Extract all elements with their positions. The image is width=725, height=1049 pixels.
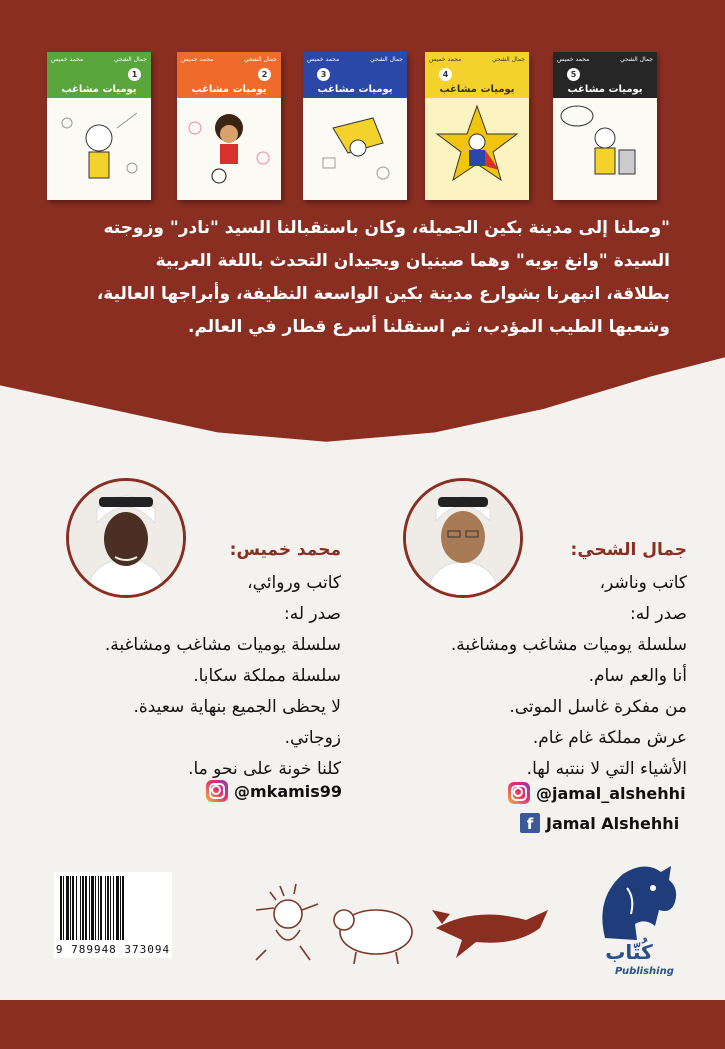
barcode-bar bbox=[66, 876, 69, 940]
book-title: يوميات مشاغب bbox=[61, 84, 137, 95]
bio-line: سلسلة يوميات مشاغب ومشاغبة. bbox=[104, 635, 341, 655]
star-icon bbox=[425, 98, 529, 200]
barcode-bar bbox=[60, 876, 62, 940]
book-author: جمال الشحي bbox=[620, 56, 653, 63]
book-authors bbox=[51, 56, 147, 63]
book-authors bbox=[429, 56, 525, 63]
bio-line: زوجاتي. bbox=[284, 728, 341, 748]
book-author: محمد خميس bbox=[51, 56, 84, 63]
bio-line: كاتب وروائي، bbox=[247, 573, 341, 593]
book-number: 1 bbox=[128, 68, 141, 81]
instagram-handle-jamal[interactable] bbox=[508, 782, 686, 804]
instagram-icon bbox=[508, 782, 530, 804]
isbn-digits: 9 789948 373094 bbox=[55, 943, 171, 956]
facebook-text: Jamal Alshehhi bbox=[546, 813, 680, 833]
bio-line: صدر له: bbox=[284, 604, 341, 624]
bio-line: سلسلة مملكة سكابا. bbox=[193, 666, 341, 686]
bio-line: الأشياء التي لا ننتبه لها. bbox=[526, 759, 687, 779]
instagram-text: @jamal_alshehhi bbox=[536, 783, 686, 803]
book-number: 3 bbox=[317, 68, 330, 81]
book-cover-4 bbox=[425, 52, 529, 200]
author-bio-mohammed bbox=[105, 540, 341, 785]
bio-line: عرش مملكة غام غام. bbox=[532, 728, 687, 748]
book-title: يوميات مشاغب bbox=[191, 84, 267, 95]
book-author: محمد خميس bbox=[307, 56, 340, 63]
book-cover-1 bbox=[47, 52, 151, 200]
book-title: يوميات مشاغب bbox=[567, 84, 643, 95]
book-number: 4 bbox=[439, 68, 452, 81]
isbn-barcode bbox=[54, 872, 172, 958]
speech-bubble-icon bbox=[553, 98, 657, 200]
barcode-icon bbox=[58, 876, 168, 940]
book-illustration bbox=[425, 98, 529, 200]
bottom-maroon-bar bbox=[0, 1000, 725, 1049]
blurb-line: بطلاقة، انبهرنا بشوارع مدينة بكين الواسعة النظيفة، وأبراجها العالية، bbox=[96, 284, 670, 304]
blurb-line: السيدة "وانغ يويه" وهما صينيان ويجيدان التحدث باللغة العربية bbox=[155, 251, 670, 271]
bio-line: لا يحظى الجميع بنهاية سعيدة. bbox=[133, 697, 341, 717]
book-illustration bbox=[47, 98, 151, 200]
cartoon-boy-icon bbox=[303, 98, 407, 200]
bio-line: صدر له: bbox=[630, 604, 687, 624]
barcode-bar bbox=[122, 876, 124, 940]
book-number: 5 bbox=[567, 68, 580, 81]
barcode-bar bbox=[82, 876, 84, 940]
book-series-strip bbox=[0, 52, 725, 212]
bio-line: أنا والعم سام. bbox=[588, 666, 687, 686]
blurb-line: وشعبها الطيب المؤدب، ثم استقلنا أسرع قطار في العالم. bbox=[188, 317, 670, 337]
barcode-bar bbox=[76, 876, 77, 940]
author-bio-jamal bbox=[451, 540, 687, 785]
facebook-icon: f bbox=[520, 813, 540, 833]
book-author: جمال الشحي bbox=[114, 56, 147, 63]
book-cover-2 bbox=[177, 52, 281, 200]
publisher-logo bbox=[575, 858, 695, 978]
bio-line: سلسلة يوميات مشاغب ومشاغبة. bbox=[450, 635, 687, 655]
barcode-bar bbox=[63, 876, 64, 940]
barcode-bar bbox=[116, 876, 119, 940]
book-cover-3 bbox=[303, 52, 407, 200]
book-author: جمال الشحي bbox=[244, 56, 277, 63]
cartoon-animals-illustration bbox=[236, 880, 556, 970]
author-name: محمد خميس: bbox=[229, 540, 341, 560]
horse-head-icon bbox=[575, 858, 695, 948]
book-author: محمد خميس bbox=[557, 56, 590, 63]
book-illustration bbox=[177, 98, 281, 200]
back-cover-blurb bbox=[60, 212, 670, 344]
barcode-bar bbox=[89, 876, 90, 940]
book-authors bbox=[557, 56, 653, 63]
barcode-bar bbox=[113, 876, 114, 940]
book-illustration bbox=[303, 98, 407, 200]
barcode-bar bbox=[85, 876, 87, 940]
barcode-bar bbox=[91, 876, 94, 940]
book-authors bbox=[181, 56, 277, 63]
blurb-line: "وصلنا إلى مدينة بكين الجميلة، وكان باستقبالنا السيد "نادر" وزوجته bbox=[103, 218, 670, 238]
barcode-bar bbox=[100, 876, 102, 940]
bio-line: كلنا خونة على نحو ما. bbox=[188, 759, 341, 779]
barcode-bar bbox=[98, 876, 99, 940]
author-name: جمال الشحي: bbox=[570, 540, 687, 560]
book-authors bbox=[307, 56, 403, 63]
barcode-bar bbox=[72, 876, 74, 940]
publisher-name: كُتّاب bbox=[605, 940, 653, 964]
barcode-bar bbox=[120, 876, 121, 940]
book-author: جمال الشحي bbox=[492, 56, 525, 63]
barcode-bar bbox=[70, 876, 71, 940]
publisher-label: Publishing bbox=[615, 966, 674, 977]
cartoon-boy-icon bbox=[47, 98, 151, 200]
book-number: 2 bbox=[258, 68, 271, 81]
book-title: يوميات مشاغب bbox=[317, 84, 393, 95]
cartoon-boy-icon bbox=[177, 98, 281, 200]
barcode-bar bbox=[80, 876, 81, 940]
book-cover-5 bbox=[553, 52, 657, 200]
barcode-bar bbox=[110, 876, 111, 940]
book-author: محمد خميس bbox=[429, 56, 462, 63]
bio-line: من مفكرة غاسل الموتى. bbox=[509, 697, 687, 717]
book-title: يوميات مشاغب bbox=[439, 84, 515, 95]
instagram-text: @mkamis99 bbox=[234, 781, 343, 801]
barcode-bar bbox=[95, 876, 96, 940]
facebook-handle-jamal[interactable] bbox=[520, 813, 679, 833]
bio-line: كاتب وناشر، bbox=[599, 573, 687, 593]
instagram-icon bbox=[206, 780, 228, 802]
barcode-bar bbox=[107, 876, 109, 940]
barcode-bar bbox=[105, 876, 106, 940]
book-author: محمد خميس bbox=[181, 56, 214, 63]
book-author: جمال الشحي bbox=[370, 56, 403, 63]
book-illustration bbox=[553, 98, 657, 200]
instagram-handle-mohammed[interactable] bbox=[206, 780, 342, 802]
